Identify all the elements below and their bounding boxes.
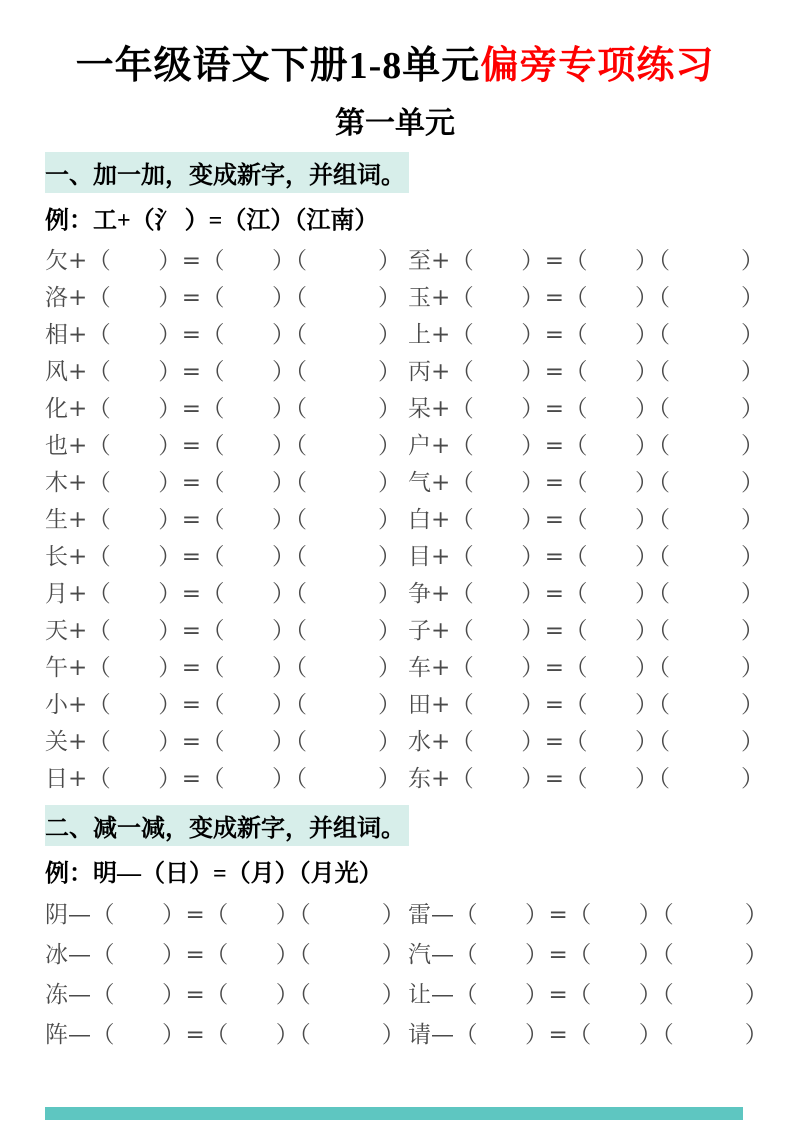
- answer-blanks: +（ ）=（ ）（ ）: [431, 321, 765, 348]
- exercise-char: 阴: [45, 902, 68, 929]
- answer-blanks: +（ ）=（ ）（ ）: [68, 543, 402, 570]
- exercise-char: 冻: [45, 982, 68, 1009]
- exercise-row: [408, 721, 765, 758]
- exercise-row: [45, 933, 408, 973]
- section-subtract: [45, 805, 769, 1053]
- answer-blanks: +（ ）=（ ）（ ）: [68, 654, 402, 681]
- exercise-row: [408, 388, 765, 425]
- answer-blanks: +（ ）=（ ）（ ）: [431, 543, 765, 570]
- exercise-char: 车: [408, 654, 431, 681]
- exercise-row: [408, 973, 768, 1013]
- exercise-char: 丙: [408, 358, 431, 385]
- exercise-char: 化: [45, 395, 68, 422]
- answer-blanks: +（ ）=（ ）（ ）: [431, 728, 765, 755]
- exercise-char: 白: [408, 506, 431, 533]
- exercise-char: 欠: [45, 247, 68, 274]
- exercise-char: 水: [408, 728, 431, 755]
- exercise-char: 冰: [45, 942, 68, 969]
- exercise-row: [408, 684, 765, 721]
- exercise-char: 阵: [45, 1022, 68, 1049]
- unit-subtitle: 第一单元: [335, 106, 455, 140]
- exercise-char: 子: [408, 617, 431, 644]
- answer-blanks: +（ ）=（ ）（ ）: [68, 247, 402, 274]
- answer-blanks: +（ ）=（ ）（ ）: [431, 247, 765, 274]
- exercise-char: 生: [45, 506, 68, 533]
- answer-blanks: +（ ）=（ ）（ ）: [431, 691, 765, 718]
- answer-blanks: —（ ）=（ ）（ ）: [68, 982, 406, 1009]
- answer-blanks: +（ ）=（ ）（ ）: [68, 284, 402, 311]
- exercise-row: [45, 721, 408, 758]
- exercise-char: 午: [45, 654, 68, 681]
- next-section-highlight-bar: [45, 1107, 743, 1120]
- exercise-row: [45, 893, 408, 933]
- exercise-row: [408, 1013, 768, 1053]
- exercise-char: 户: [408, 432, 431, 459]
- exercise-char: 请: [408, 1022, 431, 1049]
- answer-blanks: —（ ）=（ ）（ ）: [431, 1022, 769, 1049]
- exercise-row: [45, 351, 408, 388]
- answer-blanks: +（ ）=（ ）（ ）: [68, 691, 402, 718]
- exercise-row: [45, 973, 408, 1013]
- exercise-row: [408, 536, 765, 573]
- section-subtract-exercise-grid: [45, 893, 769, 1053]
- section-subtract-example: 例：明—（日）=（月）（月光）: [45, 860, 383, 887]
- exercise-char: 让: [408, 982, 431, 1009]
- exercise-row: [45, 388, 408, 425]
- exercise-char: 小: [45, 691, 68, 718]
- answer-blanks: —（ ）=（ ）（ ）: [431, 902, 769, 929]
- section-add: [45, 152, 765, 795]
- answer-blanks: +（ ）=（ ）（ ）: [431, 617, 765, 644]
- exercise-row: [45, 647, 408, 684]
- page-title: [45, 44, 745, 90]
- exercise-row: [408, 499, 765, 536]
- exercise-row: [45, 314, 408, 351]
- answer-blanks: +（ ）=（ ）（ ）: [68, 580, 402, 607]
- exercise-char: 木: [45, 469, 68, 496]
- exercise-row: [45, 536, 408, 573]
- exercise-char: 呆: [408, 395, 431, 422]
- section-subtract-header-row: [45, 805, 745, 846]
- exercise-char: 天: [45, 617, 68, 644]
- exercise-char: 关: [45, 728, 68, 755]
- answer-blanks: +（ ）=（ ）（ ）: [431, 469, 765, 496]
- answer-blanks: +（ ）=（ ）（ ）: [68, 728, 402, 755]
- exercise-char: 至: [408, 247, 431, 274]
- exercise-row: [45, 277, 408, 314]
- answer-blanks: +（ ）=（ ）（ ）: [431, 765, 765, 792]
- exercise-row: [45, 610, 408, 647]
- exercise-char: 相: [45, 321, 68, 348]
- exercise-char: 上: [408, 321, 431, 348]
- answer-blanks: —（ ）=（ ）（ ）: [68, 902, 406, 929]
- exercise-char: 玉: [408, 284, 431, 311]
- exercise-char: 月: [45, 580, 68, 607]
- answer-blanks: —（ ）=（ ）（ ）: [68, 1022, 406, 1049]
- section-add-header-row: [45, 152, 745, 193]
- exercise-char: 日: [45, 765, 68, 792]
- exercise-row: [45, 240, 408, 277]
- exercise-char: 目: [408, 543, 431, 570]
- exercise-row: [408, 610, 765, 647]
- exercise-row: [408, 351, 765, 388]
- title-main: 一年级语文下册1-8单元: [75, 45, 481, 87]
- answer-blanks: +（ ）=（ ）（ ）: [68, 395, 402, 422]
- answer-blanks: +（ ）=（ ）（ ）: [431, 654, 765, 681]
- exercise-row: [45, 499, 408, 536]
- answer-blanks: +（ ）=（ ）（ ）: [431, 432, 765, 459]
- answer-blanks: +（ ）=（ ）（ ）: [68, 506, 402, 533]
- answer-blanks: +（ ）=（ ）（ ）: [68, 765, 402, 792]
- answer-blanks: +（ ）=（ ）（ ）: [431, 358, 765, 385]
- section-subtract-header: 二、减一减，变成新字，并组词。: [45, 805, 409, 846]
- exercise-char: 东: [408, 765, 431, 792]
- exercise-row: [408, 573, 765, 610]
- exercise-row: [408, 277, 765, 314]
- exercise-row: [45, 573, 408, 610]
- exercise-row: [408, 758, 765, 795]
- exercise-char: 洛: [45, 284, 68, 311]
- exercise-row: [408, 425, 765, 462]
- exercise-row: [408, 647, 765, 684]
- exercise-row: [408, 240, 765, 277]
- answer-blanks: +（ ）=（ ）（ ）: [68, 432, 402, 459]
- answer-blanks: +（ ）=（ ）（ ）: [68, 617, 402, 644]
- answer-blanks: +（ ）=（ ）（ ）: [431, 580, 765, 607]
- answer-blanks: +（ ）=（ ）（ ）: [68, 469, 402, 496]
- exercise-row: [45, 758, 408, 795]
- exercise-char: 长: [45, 543, 68, 570]
- exercise-char: 气: [408, 469, 431, 496]
- exercise-row: [45, 425, 408, 462]
- answer-blanks: +（ ）=（ ）（ ）: [431, 395, 765, 422]
- answer-blanks: +（ ）=（ ）（ ）: [68, 321, 402, 348]
- answer-blanks: —（ ）=（ ）（ ）: [431, 982, 769, 1009]
- answer-blanks: +（ ）=（ ）（ ）: [431, 284, 765, 311]
- exercise-row: [45, 462, 408, 499]
- exercise-char: 田: [408, 691, 431, 718]
- exercise-char: 风: [45, 358, 68, 385]
- exercise-char: 雷: [408, 902, 431, 929]
- title-accent: 偏旁专项练习: [480, 45, 715, 87]
- section-add-header: 一、加一加，变成新字，并组词。: [45, 152, 409, 193]
- answer-blanks: —（ ）=（ ）（ ）: [68, 942, 406, 969]
- exercise-row: [408, 314, 765, 351]
- exercise-char: 汽: [408, 942, 431, 969]
- exercise-row: [408, 893, 768, 933]
- exercise-char: 也: [45, 432, 68, 459]
- exercise-row: [408, 933, 768, 973]
- exercise-row: [408, 462, 765, 499]
- section-add-exercise-grid: [45, 240, 765, 795]
- section-add-example: 例：工+（氵 ）=（江）（江南）: [45, 207, 379, 234]
- exercise-char: 争: [408, 580, 431, 607]
- answer-blanks: —（ ）=（ ）（ ）: [431, 942, 769, 969]
- exercise-row: [45, 1013, 408, 1053]
- exercise-row: [45, 684, 408, 721]
- answer-blanks: +（ ）=（ ）（ ）: [431, 506, 765, 533]
- answer-blanks: +（ ）=（ ）（ ）: [68, 358, 402, 385]
